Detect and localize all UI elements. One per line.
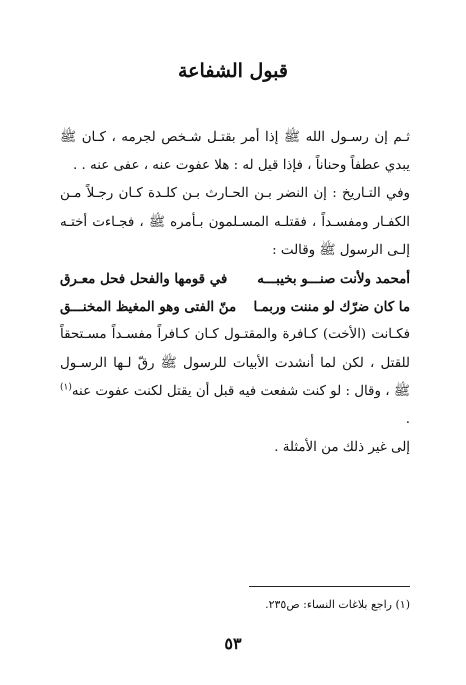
paragraph-1: ثـم إن رسـول الله ﷺ إذا أمر بقتـل شـخص لجرمه ، كـان ﷺ يبدي عطفاً وحناناً ، فإذا قيل له : هلا عفوت عنه ، عفى عنه . . [60,130,410,174]
verse-2-second-hemistich: منّ الفتى وهو المغيظ المخنـــق [60,299,237,316]
poem-verse-2 [60,293,410,321]
paragraph-3-text: فكـانت (الأخت) كـافرة والمقتـول كـان كـافراً مفسـداً مسـتحقاً للقتل ، لكن لما أنشدت الأبيات للرسول ﷺ رقّ لـها الرسـول ﷺ ، وقال : لو كنت شفعت فيه قبل أن يقتل لكنت عفوت عنه [60,327,410,399]
main-text [60,124,410,462]
paragraph-3-end: . [405,412,410,428]
paragraph-4: إلى غير ذلك من الأمثلة . [274,440,410,456]
verse-1-second-hemistich: في قومها والفحل فحل معـرق [60,271,228,288]
verse-2-first-hemistich: ما كان ضرّك لو مننت وربمـا [253,299,410,316]
footnote-marker: (١) [60,382,72,393]
footnote: (١) راجع بلاغات النساء: ص٢٣٥. [265,598,410,611]
paragraph-3 [60,321,410,434]
poem-verse-1 [60,265,410,293]
page-number: ٥٣ [224,634,242,653]
page-title: قبول الشفاعة [178,60,288,82]
paragraph-2: وفي التـاريخ : إن النضر بـن الحـارث بـن كلـدة كـان رجـلاً مـن الكفـار ومفسـداً ، فقتلـه المسـلمون بـأمره ﷺ ، فجـاءت أختـه إلـى الرسول ﷺ وقالت : [60,186,410,258]
footnote-divider [249,586,410,587]
verse-1-first-hemistich: أمحمد ولأنت صنـــو بخيبـــه [257,271,410,288]
